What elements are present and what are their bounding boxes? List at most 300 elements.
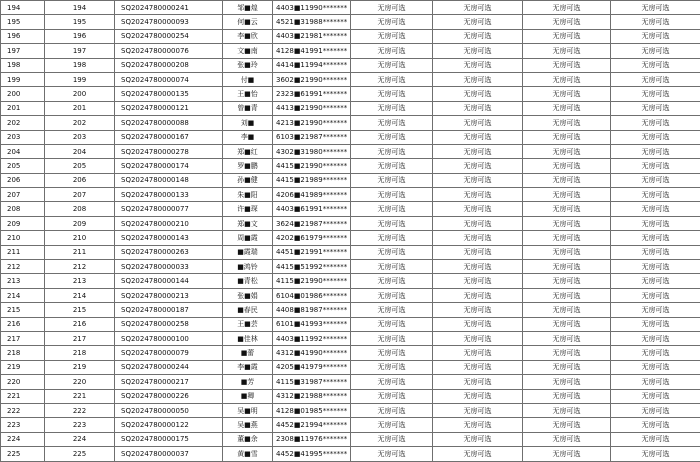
table-row — [1, 188, 700, 202]
choice-3-cell: 无房可选 — [523, 389, 611, 403]
table-row — [1, 216, 700, 230]
application-id-cell: SQ2024780000093 — [115, 15, 223, 29]
row-number-cell: 215 — [1, 303, 45, 317]
choice-2-cell: 无房可选 — [433, 173, 523, 187]
choice-2-cell: 无房可选 — [433, 87, 523, 101]
table-row — [1, 29, 700, 43]
applicant-name-cell: ■蕾 — [223, 346, 273, 360]
seq-number-cell: 208 — [45, 202, 115, 216]
choice-4-cell: 无房可选 — [611, 317, 700, 331]
seq-number-cell: 212 — [45, 260, 115, 274]
applicant-name-cell: 黄■雪 — [223, 447, 273, 461]
row-number-cell: 194 — [1, 1, 45, 15]
table-row — [1, 116, 700, 130]
choice-3-cell: 无房可选 — [523, 418, 611, 432]
id-number-cell: 4413■21990******* — [273, 101, 351, 115]
choice-3-cell: 无房可选 — [523, 58, 611, 72]
id-number-cell: 4128■01985******* — [273, 403, 351, 417]
choice-2-cell: 无房可选 — [433, 245, 523, 259]
seq-number-cell: 196 — [45, 29, 115, 43]
id-number-cell: 4403■61991******* — [273, 202, 351, 216]
row-number-cell: 223 — [1, 418, 45, 432]
choice-1-cell: 无房可选 — [351, 260, 433, 274]
row-number-cell: 207 — [1, 188, 45, 202]
choice-2-cell: 无房可选 — [433, 303, 523, 317]
choice-4-cell: 无房可选 — [611, 346, 700, 360]
choice-1-cell: 无房可选 — [351, 159, 433, 173]
table-row — [1, 447, 700, 461]
applicant-name-cell: 孙■健 — [223, 173, 273, 187]
application-id-cell: SQ2024780000241 — [115, 1, 223, 15]
choice-2-cell: 无房可选 — [433, 288, 523, 302]
row-number-cell: 221 — [1, 389, 45, 403]
seq-number-cell: 220 — [45, 375, 115, 389]
row-number-cell: 209 — [1, 216, 45, 230]
choice-4-cell: 无房可选 — [611, 130, 700, 144]
row-number-cell: 217 — [1, 331, 45, 345]
choice-4-cell: 无房可选 — [611, 418, 700, 432]
table-row — [1, 173, 700, 187]
choice-3-cell: 无房可选 — [523, 173, 611, 187]
applicant-name-cell: 李■欣 — [223, 29, 273, 43]
applicant-name-cell: 何■云 — [223, 15, 273, 29]
application-id-cell: SQ2024780000175 — [115, 432, 223, 446]
choice-3-cell: 无房可选 — [523, 360, 611, 374]
choice-4-cell: 无房可选 — [611, 173, 700, 187]
choice-2-cell: 无房可选 — [433, 130, 523, 144]
choice-4-cell: 无房可选 — [611, 44, 700, 58]
row-number-cell: 206 — [1, 173, 45, 187]
id-number-cell: 4115■31987******* — [273, 375, 351, 389]
seq-number-cell: 211 — [45, 245, 115, 259]
seq-number-cell: 222 — [45, 403, 115, 417]
choice-1-cell: 无房可选 — [351, 58, 433, 72]
choice-4-cell: 无房可选 — [611, 87, 700, 101]
id-number-cell: 4521■31988******* — [273, 15, 351, 29]
id-number-cell: 6104■01986******* — [273, 288, 351, 302]
choice-4-cell: 无房可选 — [611, 216, 700, 230]
choice-4-cell: 无房可选 — [611, 1, 700, 15]
id-number-cell: 4403■11990******* — [273, 1, 351, 15]
choice-2-cell: 无房可选 — [433, 58, 523, 72]
applicant-name-cell: 吴■燕 — [223, 418, 273, 432]
id-number-cell: 2323■61991******* — [273, 87, 351, 101]
table-row — [1, 231, 700, 245]
choice-4-cell: 无房可选 — [611, 360, 700, 374]
choice-2-cell: 无房可选 — [433, 72, 523, 86]
choice-2-cell: 无房可选 — [433, 1, 523, 15]
row-number-cell: 225 — [1, 447, 45, 461]
id-number-cell: 4452■41995******* — [273, 447, 351, 461]
choice-1-cell: 无房可选 — [351, 346, 433, 360]
id-number-cell: 3602■21990******* — [273, 72, 351, 86]
seq-number-cell: 223 — [45, 418, 115, 432]
row-number-cell: 222 — [1, 403, 45, 417]
choice-4-cell: 无房可选 — [611, 447, 700, 461]
id-number-cell: 4415■21989******* — [273, 173, 351, 187]
choice-1-cell: 无房可选 — [351, 116, 433, 130]
application-id-cell: SQ2024780000213 — [115, 288, 223, 302]
id-number-cell: 4312■41990******* — [273, 346, 351, 360]
choice-2-cell: 无房可选 — [433, 447, 523, 461]
application-id-cell: SQ2024780000187 — [115, 303, 223, 317]
table-row — [1, 101, 700, 115]
choice-3-cell: 无房可选 — [523, 331, 611, 345]
choice-4-cell: 无房可选 — [611, 188, 700, 202]
table-row — [1, 15, 700, 29]
seq-number-cell: 206 — [45, 173, 115, 187]
seq-number-cell: 219 — [45, 360, 115, 374]
seq-number-cell: 194 — [45, 1, 115, 15]
application-id-cell: SQ2024780000135 — [115, 87, 223, 101]
applicant-name-cell: ■卿 — [223, 389, 273, 403]
table-row — [1, 87, 700, 101]
id-number-cell: 4414■11994******* — [273, 58, 351, 72]
seq-number-cell: 215 — [45, 303, 115, 317]
choice-3-cell: 无房可选 — [523, 216, 611, 230]
row-number-cell: 211 — [1, 245, 45, 259]
id-number-cell: 4312■21988******* — [273, 389, 351, 403]
choice-2-cell: 无房可选 — [433, 274, 523, 288]
choice-4-cell: 无房可选 — [611, 101, 700, 115]
row-number-cell: 201 — [1, 101, 45, 115]
row-number-cell: 204 — [1, 144, 45, 158]
choice-3-cell: 无房可选 — [523, 15, 611, 29]
choice-4-cell: 无房可选 — [611, 144, 700, 158]
applicant-name-cell: 朱■阳 — [223, 188, 273, 202]
table-row — [1, 375, 700, 389]
seq-number-cell: 202 — [45, 116, 115, 130]
row-number-cell: 224 — [1, 432, 45, 446]
application-id-cell: SQ2024780000210 — [115, 216, 223, 230]
applicant-name-cell: 张■玲 — [223, 58, 273, 72]
seq-number-cell: 201 — [45, 101, 115, 115]
id-number-cell: 4452■21994******* — [273, 418, 351, 432]
application-id-cell: SQ2024780000121 — [115, 101, 223, 115]
id-number-cell: 4202■61979******* — [273, 231, 351, 245]
application-id-cell: SQ2024780000144 — [115, 274, 223, 288]
table-body — [1, 1, 700, 462]
choice-1-cell: 无房可选 — [351, 331, 433, 345]
applicant-name-cell: 罗■鹏 — [223, 159, 273, 173]
table-row — [1, 288, 700, 302]
row-number-cell: 202 — [1, 116, 45, 130]
applicant-name-cell: 邹■煌 — [223, 1, 273, 15]
choice-3-cell: 无房可选 — [523, 101, 611, 115]
seq-number-cell: 195 — [45, 15, 115, 29]
application-id-cell: SQ2024780000037 — [115, 447, 223, 461]
choice-3-cell: 无房可选 — [523, 29, 611, 43]
seq-number-cell: 204 — [45, 144, 115, 158]
choice-2-cell: 无房可选 — [433, 360, 523, 374]
applicant-name-cell: 张■娟 — [223, 288, 273, 302]
table-row — [1, 58, 700, 72]
choice-3-cell: 无房可选 — [523, 87, 611, 101]
row-number-cell: 213 — [1, 274, 45, 288]
id-number-cell: 4403■21981******* — [273, 29, 351, 43]
row-number-cell: 196 — [1, 29, 45, 43]
application-id-cell: SQ2024780000143 — [115, 231, 223, 245]
application-id-cell: SQ2024780000278 — [115, 144, 223, 158]
applicant-name-cell: 曾■青 — [223, 101, 273, 115]
row-number-cell: 214 — [1, 288, 45, 302]
id-number-cell: 4408■81987******* — [273, 303, 351, 317]
choice-2-cell: 无房可选 — [433, 144, 523, 158]
application-id-cell: SQ2024780000100 — [115, 331, 223, 345]
applicant-name-cell: 吴■明 — [223, 403, 273, 417]
row-number-cell: 199 — [1, 72, 45, 86]
table-row — [1, 144, 700, 158]
seq-number-cell: 203 — [45, 130, 115, 144]
id-number-cell: 4415■21990******* — [273, 159, 351, 173]
seq-number-cell: 199 — [45, 72, 115, 86]
applicant-name-cell: 周■霞 — [223, 231, 273, 245]
choice-3-cell: 无房可选 — [523, 303, 611, 317]
applicant-name-cell: 郑■红 — [223, 144, 273, 158]
application-id-cell: SQ2024780000148 — [115, 173, 223, 187]
seq-number-cell: 214 — [45, 288, 115, 302]
choice-2-cell: 无房可选 — [433, 188, 523, 202]
seq-number-cell: 200 — [45, 87, 115, 101]
choice-4-cell: 无房可选 — [611, 274, 700, 288]
id-number-cell: 4403■11992******* — [273, 331, 351, 345]
table-row — [1, 274, 700, 288]
applicant-name-cell: ■佳林 — [223, 331, 273, 345]
seq-number-cell: 205 — [45, 159, 115, 173]
choice-3-cell: 无房可选 — [523, 130, 611, 144]
applicant-name-cell: 许■琛 — [223, 202, 273, 216]
applicant-name-cell: 李■霞 — [223, 360, 273, 374]
id-number-cell: 3624■21987******* — [273, 216, 351, 230]
row-number-cell: 218 — [1, 346, 45, 360]
table-row — [1, 403, 700, 417]
choice-4-cell: 无房可选 — [611, 331, 700, 345]
row-number-cell: 219 — [1, 360, 45, 374]
choice-4-cell: 无房可选 — [611, 58, 700, 72]
choice-1-cell: 无房可选 — [351, 432, 433, 446]
choice-3-cell: 无房可选 — [523, 260, 611, 274]
choice-2-cell: 无房可选 — [433, 317, 523, 331]
choice-2-cell: 无房可选 — [433, 202, 523, 216]
applicant-name-cell: 文■南 — [223, 44, 273, 58]
applicant-name-cell: ■芳 — [223, 375, 273, 389]
choice-1-cell: 无房可选 — [351, 403, 433, 417]
choice-3-cell: 无房可选 — [523, 188, 611, 202]
choice-4-cell: 无房可选 — [611, 288, 700, 302]
row-number-cell: 195 — [1, 15, 45, 29]
choice-2-cell: 无房可选 — [433, 216, 523, 230]
choice-1-cell: 无房可选 — [351, 360, 433, 374]
choice-3-cell: 无房可选 — [523, 231, 611, 245]
row-number-cell: 203 — [1, 130, 45, 144]
row-number-cell: 220 — [1, 375, 45, 389]
table-row — [1, 159, 700, 173]
application-id-cell: SQ2024780000033 — [115, 260, 223, 274]
choice-3-cell: 无房可选 — [523, 116, 611, 130]
table-row — [1, 130, 700, 144]
seq-number-cell: 198 — [45, 58, 115, 72]
choice-1-cell: 无房可选 — [351, 418, 433, 432]
choice-1-cell: 无房可选 — [351, 144, 433, 158]
seq-number-cell: 213 — [45, 274, 115, 288]
choice-1-cell: 无房可选 — [351, 72, 433, 86]
table-row — [1, 360, 700, 374]
applicant-name-cell: 付■ — [223, 72, 273, 86]
application-id-cell: SQ2024780000226 — [115, 389, 223, 403]
table-row — [1, 303, 700, 317]
id-number-cell: 4128■41991******* — [273, 44, 351, 58]
choice-1-cell: 无房可选 — [351, 130, 433, 144]
table-row — [1, 317, 700, 331]
row-number-cell: 198 — [1, 58, 45, 72]
choice-3-cell: 无房可选 — [523, 288, 611, 302]
application-id-cell: SQ2024780000208 — [115, 58, 223, 72]
choice-3-cell: 无房可选 — [523, 432, 611, 446]
seq-number-cell: 209 — [45, 216, 115, 230]
choice-2-cell: 无房可选 — [433, 29, 523, 43]
application-id-cell: SQ2024780000263 — [115, 245, 223, 259]
choice-4-cell: 无房可选 — [611, 245, 700, 259]
choice-1-cell: 无房可选 — [351, 389, 433, 403]
choice-4-cell: 无房可选 — [611, 432, 700, 446]
row-number-cell: 205 — [1, 159, 45, 173]
seq-number-cell: 224 — [45, 432, 115, 446]
seq-number-cell: 221 — [45, 389, 115, 403]
choice-1-cell: 无房可选 — [351, 274, 433, 288]
application-id-cell: SQ2024780000217 — [115, 375, 223, 389]
applicant-name-cell: 郑■文 — [223, 216, 273, 230]
choice-2-cell: 无房可选 — [433, 418, 523, 432]
choice-1-cell: 无房可选 — [351, 447, 433, 461]
choice-2-cell: 无房可选 — [433, 432, 523, 446]
choice-3-cell: 无房可选 — [523, 144, 611, 158]
seq-number-cell: 210 — [45, 231, 115, 245]
choice-4-cell: 无房可选 — [611, 159, 700, 173]
choice-1-cell: 无房可选 — [351, 375, 433, 389]
choice-1-cell: 无房可选 — [351, 44, 433, 58]
id-number-cell: 6103■21987******* — [273, 130, 351, 144]
choice-2-cell: 无房可选 — [433, 231, 523, 245]
id-number-cell: 4302■31980******* — [273, 144, 351, 158]
application-id-cell: SQ2024780000088 — [115, 116, 223, 130]
application-id-cell: SQ2024780000258 — [115, 317, 223, 331]
id-number-cell: 4213■21990******* — [273, 116, 351, 130]
table-row — [1, 202, 700, 216]
choice-1-cell: 无房可选 — [351, 303, 433, 317]
application-id-cell: SQ2024780000074 — [115, 72, 223, 86]
choice-4-cell: 无房可选 — [611, 15, 700, 29]
choice-4-cell: 无房可选 — [611, 403, 700, 417]
table-row — [1, 389, 700, 403]
table-row — [1, 1, 700, 15]
choice-4-cell: 无房可选 — [611, 375, 700, 389]
choice-1-cell: 无房可选 — [351, 173, 433, 187]
choice-1-cell: 无房可选 — [351, 87, 433, 101]
choice-1-cell: 无房可选 — [351, 288, 433, 302]
application-id-cell: SQ2024780000076 — [115, 44, 223, 58]
choice-4-cell: 无房可选 — [611, 389, 700, 403]
choice-3-cell: 无房可选 — [523, 72, 611, 86]
applicant-name-cell: 王■怡 — [223, 87, 273, 101]
choice-1-cell: 无房可选 — [351, 1, 433, 15]
table-row — [1, 260, 700, 274]
application-id-cell: SQ2024780000254 — [115, 29, 223, 43]
id-number-cell: 4451■21991******* — [273, 245, 351, 259]
row-number-cell: 216 — [1, 317, 45, 331]
application-id-cell: SQ2024780000050 — [115, 403, 223, 417]
seq-number-cell: 217 — [45, 331, 115, 345]
choice-4-cell: 无房可选 — [611, 72, 700, 86]
choice-4-cell: 无房可选 — [611, 231, 700, 245]
applicant-name-cell: 刘■ — [223, 116, 273, 130]
id-number-cell: 4206■41989******* — [273, 188, 351, 202]
row-number-cell: 200 — [1, 87, 45, 101]
choice-4-cell: 无房可选 — [611, 260, 700, 274]
application-id-cell: SQ2024780000167 — [115, 130, 223, 144]
choice-4-cell: 无房可选 — [611, 202, 700, 216]
choice-1-cell: 无房可选 — [351, 317, 433, 331]
row-number-cell: 208 — [1, 202, 45, 216]
application-id-cell: SQ2024780000174 — [115, 159, 223, 173]
seq-number-cell: 218 — [45, 346, 115, 360]
applicant-name-cell: ■春民 — [223, 303, 273, 317]
choice-1-cell: 无房可选 — [351, 29, 433, 43]
seq-number-cell: 197 — [45, 44, 115, 58]
application-id-cell: SQ2024780000133 — [115, 188, 223, 202]
choice-2-cell: 无房可选 — [433, 389, 523, 403]
choice-4-cell: 无房可选 — [611, 29, 700, 43]
choice-3-cell: 无房可选 — [523, 403, 611, 417]
choice-2-cell: 无房可选 — [433, 15, 523, 29]
choice-2-cell: 无房可选 — [433, 44, 523, 58]
row-number-cell: 197 — [1, 44, 45, 58]
application-id-cell: SQ2024780000077 — [115, 202, 223, 216]
choice-2-cell: 无房可选 — [433, 116, 523, 130]
id-number-cell: 6101■41993******* — [273, 317, 351, 331]
id-number-cell: 2308■11976******* — [273, 432, 351, 446]
seq-number-cell: 225 — [45, 447, 115, 461]
table-row — [1, 72, 700, 86]
choice-2-cell: 无房可选 — [433, 331, 523, 345]
application-id-cell: SQ2024780000122 — [115, 418, 223, 432]
choice-1-cell: 无房可选 — [351, 101, 433, 115]
table-row — [1, 331, 700, 345]
choice-3-cell: 无房可选 — [523, 245, 611, 259]
choice-3-cell: 无房可选 — [523, 317, 611, 331]
choice-1-cell: 无房可选 — [351, 202, 433, 216]
choice-4-cell: 无房可选 — [611, 303, 700, 317]
choice-3-cell: 无房可选 — [523, 202, 611, 216]
choice-3-cell: 无房可选 — [523, 44, 611, 58]
applicant-name-cell: 董■余 — [223, 432, 273, 446]
choice-2-cell: 无房可选 — [433, 346, 523, 360]
choice-3-cell: 无房可选 — [523, 375, 611, 389]
choice-3-cell: 无房可选 — [523, 346, 611, 360]
applicant-name-cell: ■鸿铃 — [223, 260, 273, 274]
choice-3-cell: 无房可选 — [523, 159, 611, 173]
choice-1-cell: 无房可选 — [351, 245, 433, 259]
application-id-cell: SQ2024780000244 — [115, 360, 223, 374]
choice-2-cell: 无房可选 — [433, 375, 523, 389]
seq-number-cell: 216 — [45, 317, 115, 331]
applicant-name-cell: 李■ — [223, 130, 273, 144]
applicant-name-cell: ■青松 — [223, 274, 273, 288]
id-number-cell: 4205■41979******* — [273, 360, 351, 374]
seq-number-cell: 207 — [45, 188, 115, 202]
row-number-cell: 212 — [1, 260, 45, 274]
choice-3-cell: 无房可选 — [523, 274, 611, 288]
id-number-cell: 4415■51992******* — [273, 260, 351, 274]
